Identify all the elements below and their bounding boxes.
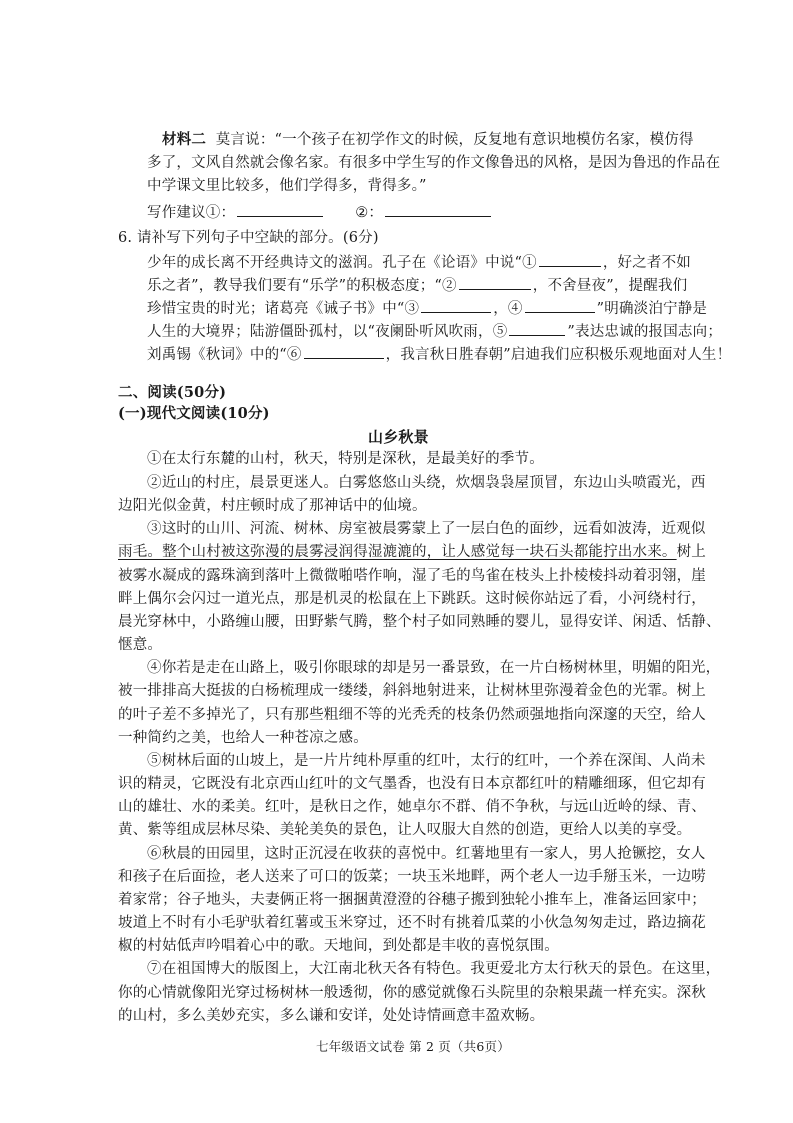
question6-line5 [147,344,731,365]
para-2-line1: ②近山的村庄，晨景更迷人。白雾悠悠山头绕，炊烟袅袅屋顶冒，东边山头喷霞光，西 [147,475,706,491]
q6-text: ，不舍昼夜”，提醒我们 [532,278,688,294]
material2-line1 [162,130,694,150]
writing-suggestion-line [147,202,493,223]
para-1: ①在太行东麓的山村，秋天，特别是深秋，是最美好的季节。 [147,451,544,467]
q6-blank-6[interactable] [304,344,384,359]
q6-blank-2[interactable] [459,275,531,290]
para-5-line2: 识的精灵，它既没有北京西山红叶的文气墨香，也没有日本京都红叶的精雕细琢，但它却有 [118,776,706,792]
para-7-line2: 你的心情就像阳光穿过杨树林一般透彻，你的感觉就像石头院里的杂粮果蔬一样充实。深秋 [118,985,706,1001]
q6-text: 人生的大境界；陆游僵卧孤村，以“夜阑卧听风吹雨，⑤ [147,324,508,340]
para-4-line1: ④你若是走在山路上，吸引你眼球的却是另一番景致，在一片白杨树林里，明媚的阳光， [147,660,721,676]
material2-text1: 莫言说：“一个孩子在初学作文的时候，反复地有意识地模仿名家，模仿得 [215,132,694,148]
para-3-line3: 被雾水凝成的露珠滴到落叶上微微啪嗒作响，湿了毛的鸟雀在枝头上扑棱棱抖动着羽翎，崖 [118,568,706,584]
para-5-line4: 黄、紫等组成层林尽染、美轮美奂的景色，让人叹服大自然的创造，更给人以美的享受。 [118,822,692,838]
suggestion1-blank[interactable] [237,202,323,217]
material2-line3: 中学课文里比较多，他们学得多，背得多。” [147,178,427,194]
q6-blank-3[interactable] [421,298,491,313]
q6-blank-4[interactable] [525,298,595,313]
para-2-line2: 边阳光似金黄，村庄顿时成了那神话中的仙境。 [118,498,427,514]
para-3-line6: 惬意。 [118,637,163,653]
q6-text: ”表达忠诚的报国志向； [567,324,723,340]
article-title: 山乡秋景 [368,428,429,446]
q6-text: 乐之者”，教导我们要有“乐学”的积极态度；“② [147,278,457,294]
question6-head: 6. 请补写下列句子中空缺的部分。(6分) [118,230,379,246]
suggestion2-label: ②： [355,205,384,221]
para-4-line4: 一种简约之美，也给人一种苍凉之感。 [118,730,368,746]
page-footer: 七年级语文试卷 第 2 页（共6页） [316,1039,510,1054]
para-3-line2 [118,542,706,562]
para-3-line5: 晨光穿林中，小路缠山腰，田野紫气腾，整个村子如同熟睡的婴儿，显得安详、闲适、恬静、 [118,614,721,630]
para-3-line1: ③这时的山川、河流、树林、房室被晨雾蒙上了一层白色的面纱，远看如波涛，近观似 [147,521,706,537]
q6-text: ”明确淡泊宁静是 [596,301,708,317]
section2-heading: 二、阅读(50分) [118,384,227,401]
q6-text: 刘禹锡《秋词》中的“⑥ [147,347,302,363]
para-4-line2: 被一排排高大挺拔的白杨梳理成一缕缕，斜斜地射进来，让树林里弥漫着金色的光霏。树上 [118,683,706,699]
q6-text: ，我言秋日胜春朝”启迪我们应积极乐观地面对人生！ [385,347,732,363]
para-4-line3: 的叶子差不多掉光了，只有那些粗细不等的光秃秃的枝条仍然顽强地指向深邃的天空，给人 [118,707,706,723]
q6-text: ，好之者不如 [602,255,692,271]
para-3-text: 树上 [676,544,707,560]
para-5-line1: ⑤树林后面的山坡上，是一片片纯朴厚重的红叶，太行的红叶，一个养在深闺、人尚未 [147,753,706,769]
para-5-line3: 山的雄壮、水的柔美。红叶，是秋日之作，她卓尔不群、俏不争秋，与远山近岭的绿、青、 [118,799,706,815]
para-3-line4: 畔上偶尔会闪过一道光点，那是机灵的松鼠在上下跳跃。这时候你站远了看，小河绕村行， [118,591,706,607]
section2-subheading: (一)现代文阅读(10分) [118,405,270,422]
para-6-line5: 椒的村姑低声吟唱着心中的歌。天地间，到处都是丰收的喜悦氛围。 [118,938,559,954]
material2-line2: 多了，文风自然就会像名家。有很多中学生写的作文像鲁迅的风格，是因为鲁迅的作品在 [147,155,721,171]
q6-blank-1[interactable] [539,252,601,267]
q6-blank-5[interactable] [509,321,565,336]
question6-line2 [147,275,687,296]
suggestion2-blank[interactable] [385,202,491,217]
q6-text: 少年的成长离不开经典诗文的滋润。孔子在《论语》中说“① [147,255,537,271]
question6-line3 [147,298,707,319]
para-6-line4: 坡道上不时有小毛驴驮着红薯或玉米穿过，还不时有挑着瓜菜的小伙急匆匆走过，路边摘花 [118,915,706,931]
suggestion1-label: 写作建议①： [147,205,236,221]
para-7-line3: 的山村，多么美妙充实，多么谦和安详，处处诗情画意丰盈欢畅。 [118,1008,545,1024]
question6-line4 [147,321,722,342]
para-6-line3: 着家常；谷子地头，夫妻俩正将一捆捆黄澄澄的谷穗子搬到独轮小推车上，准备运回家中； [118,892,706,908]
question6-line1 [147,252,691,273]
q6-text: 珍惜宝贵的时光；诸葛亮《诫子书》中“③ [147,301,420,317]
para-6-line1: ⑥秋晨的田园里，这时正沉浸在收获的喜悦中。红薯地里有一家人，男人抢镢挖，女人 [147,846,706,862]
underlined-sentence: 雨毛。整个山村被这弥漫的晨雾浸润得湿漉漉的，让人感觉每一块石头都能拧出水来。 [118,544,677,560]
material2-label: 材料二 [162,131,207,148]
q6-text: ，④ [493,301,523,317]
para-6-line2: 和孩子在后面捡，老人送来了可口的饭菜；一块玉米地畔，两个老人一边手掰玉米，一边唠 [118,869,706,885]
para-7-line1: ⑦在祖国博大的版图上，大江南北秋天各有特色。我更爱北方太行秋天的景色。在这里， [147,961,721,977]
